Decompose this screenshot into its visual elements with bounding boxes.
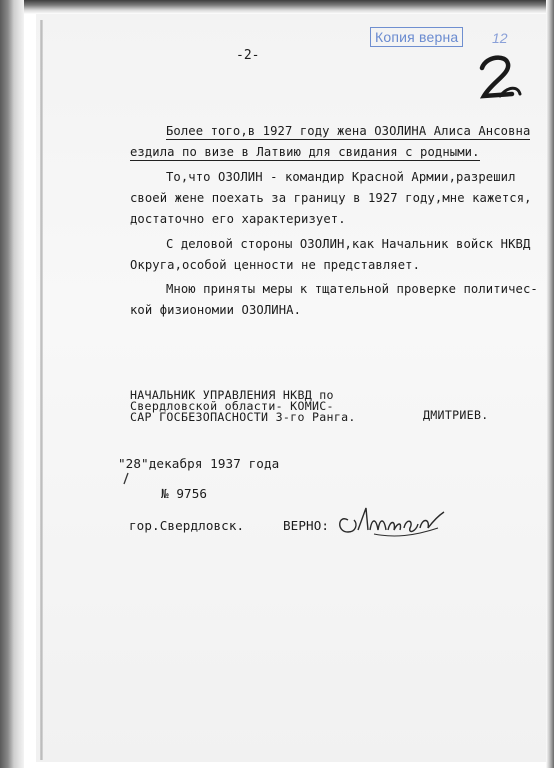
underlined-text: ездила по визе в Латвию для свидания с родными. xyxy=(130,145,480,159)
paragraph-1-line-1 xyxy=(166,124,530,138)
paragraph-2-line-2: своей жене поехать за границу в 1927 году,мне кажется, xyxy=(130,191,532,205)
underlined-text: Более того,в 1927 году жена ОЗОЛИНА Алиса Ансовна xyxy=(166,124,531,138)
binding-fold xyxy=(40,20,43,760)
scan-border-left xyxy=(0,0,24,768)
signatory-title-line-3: САР ГОСБЕЗОПАСНОСТИ 3-го Ранга. xyxy=(130,410,356,424)
paragraph-4-line-2: кой физиономии ОЗОЛИНА. xyxy=(130,303,302,317)
signatory-name: ДМИТРИЕВ. xyxy=(423,408,489,422)
scan-border-top xyxy=(0,0,554,14)
paragraph-2-line-3: достаточно его характеризует. xyxy=(130,212,346,226)
document-date: "28"декабря 1937 года xyxy=(118,456,280,471)
paragraph-2-line-1: То,что ОЗОЛИН - командир Красной Армии,разрешил xyxy=(166,170,516,184)
paragraph-3-line-1: С деловой стороны ОЗОЛИН,как Начальник войск НКВД xyxy=(166,237,531,251)
verified-label: ВЕРНО: xyxy=(283,518,330,533)
signatory-title-line-1: НАЧАЛЬНИК УПРАВЛЕНИЯ НКВД по xyxy=(130,388,334,402)
copy-verified-stamp: Копия верна xyxy=(370,27,463,47)
document-number: № 9756 xyxy=(161,486,208,501)
scan-border-right xyxy=(546,0,554,768)
city-line: гор.Свердловск. xyxy=(129,518,245,533)
ink-mark xyxy=(122,472,130,486)
handwritten-page-number xyxy=(472,52,532,104)
verification-signature xyxy=(334,498,454,548)
paragraph-1-line-2 xyxy=(130,145,480,159)
signatory-title-line-2: Свердловской области- КОМИС- xyxy=(130,399,334,413)
sheet-number: 12 xyxy=(492,30,508,46)
page-number: -2- xyxy=(236,48,260,63)
paragraph-3-line-2: Округа,особой ценности не представляет. xyxy=(130,258,421,272)
paragraph-4-line-1: Мною приняты меры к тщательной проверке политичес- xyxy=(166,282,538,296)
